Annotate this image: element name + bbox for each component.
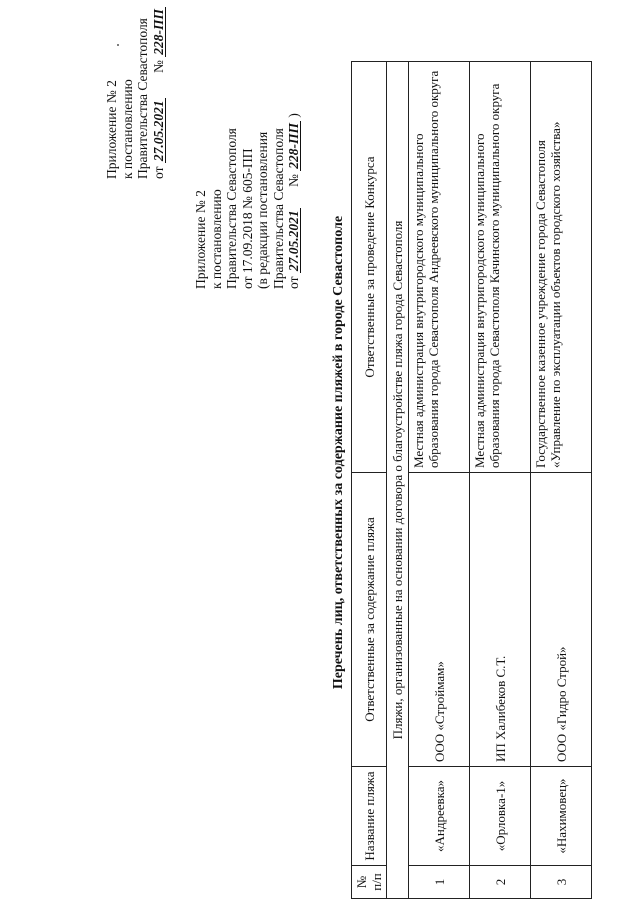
- edition-issuer: Правительства Севастополя: [270, 128, 286, 289]
- responsible-persons-table: [351, 61, 592, 899]
- header-number: № п/п: [352, 866, 387, 899]
- header-contest-responsible: Ответственные за проведение Конкурса: [352, 62, 387, 473]
- maintainer-name: ИП Халибеков С.Т.: [470, 473, 531, 767]
- appendix-title: Приложение № 2: [193, 190, 208, 289]
- appendix-issuer: Правительства Севастополя: [135, 18, 150, 179]
- contest-responsible: Государственное казенное учреждение города Севастополя «Управление по эксплуатации объектов городского хозяйства»: [531, 62, 592, 473]
- appendix-issuer: Правительства Севастополя: [224, 128, 239, 289]
- contest-responsible: Местная администрация внутригородского муниципального образования города Севастополя Андреевского муниципального округа: [409, 62, 470, 473]
- original-decree: от 17.09.2018 № 605-ПП: [239, 148, 255, 289]
- table-header-row: [352, 62, 387, 899]
- edition-note: (в редакции постановления: [255, 131, 270, 289]
- appendix-reference: к постановлению: [208, 189, 224, 289]
- appendix-date-line: [151, 7, 167, 179]
- row-number: 3: [531, 866, 592, 899]
- closing-bracket: ): [286, 113, 301, 118]
- section-heading: Пляжи, организованные на основании договора о благоустройстве пляжа города Севастополя: [387, 62, 409, 899]
- table-row: [409, 62, 470, 899]
- number-prefix: №: [150, 60, 166, 74]
- handwritten-number: 228-ПП: [150, 9, 166, 55]
- appendix-reference: к постановлению: [119, 79, 135, 179]
- contest-responsible: Местная администрация внутригородского муниципального образования города Севастополя Качинского муниципального округа: [470, 62, 531, 473]
- row-number: 1: [409, 866, 470, 899]
- section-row: [387, 62, 409, 899]
- appendix-title: Приложение № 2: [104, 80, 119, 179]
- appendix-block-original: [193, 113, 302, 289]
- handwritten-number: 228-ПП: [286, 123, 301, 169]
- document-title: Перечень лиц, ответственных за содержание пляжей в городе Севастополе: [331, 215, 346, 690]
- date-prefix: от: [150, 166, 166, 179]
- maintainer-name: ООО «Гидро Строй»: [531, 473, 592, 767]
- appendix-date-line: [286, 113, 302, 289]
- beach-name: «Нахимовец»: [531, 767, 592, 866]
- table-row: [470, 62, 531, 899]
- date-prefix: от: [286, 276, 301, 289]
- header-maintainer: Ответственные за содержание пляжа: [352, 473, 387, 767]
- row-number: 2: [470, 866, 531, 899]
- beach-name: «Андреевка»: [409, 767, 470, 866]
- maintainer-name: ООО «Строймам»: [409, 473, 470, 767]
- handwritten-date: 27.05.2021: [150, 100, 166, 162]
- number-prefix: №: [286, 174, 301, 188]
- beach-name: «Орловка-1»: [470, 767, 531, 866]
- header-beach-name: Название пляжа: [352, 767, 387, 866]
- handwritten-date: 27.05.2021: [286, 210, 301, 272]
- appendix-block-current: [104, 7, 166, 179]
- table-row: [531, 62, 592, 899]
